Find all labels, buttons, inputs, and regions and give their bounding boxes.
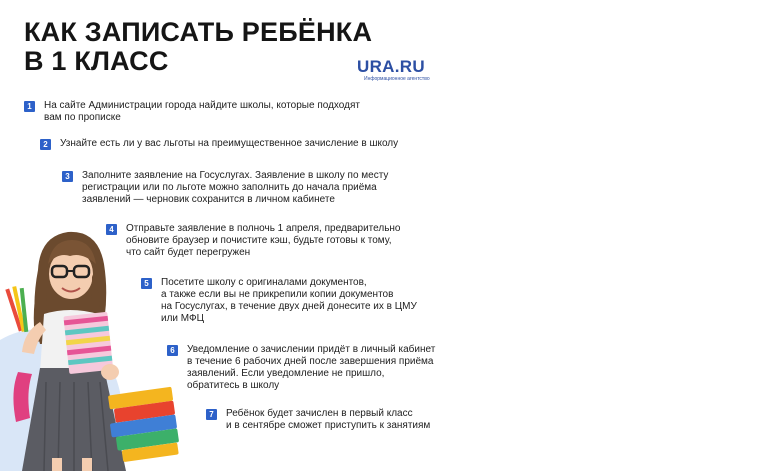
step-text: Ребёнок будет зачислен в первый класс и в сентябре сможет приступить к занятиям <box>226 408 431 431</box>
step-7 <box>206 408 430 432</box>
step-number-badge: 4 <box>106 224 117 235</box>
step-text: Заполните заявление на Госуслугах. Заявление в школу по месту регистрации или по льготе можно заполнить до начала приёма заявлений — черновик сохранится в личном кабинете <box>82 170 389 205</box>
step-number-badge: 7 <box>206 409 217 420</box>
step-6 <box>167 344 435 392</box>
step-3 <box>62 170 388 206</box>
step-text: Узнайте есть ли у вас льготы на преимущественное зачисление в школу <box>60 138 399 149</box>
page-title <box>24 18 372 76</box>
title-line-1: КАК ЗАПИСАТЬ РЕБЁНКА <box>24 17 373 47</box>
step-1 <box>24 100 360 124</box>
ura-logo <box>357 58 430 82</box>
step-text: На сайте Администрации города найдите школы, которые подходят вам по прописке <box>44 100 360 123</box>
step-number-badge: 3 <box>62 171 73 182</box>
title-line-2: В 1 КЛАСС <box>24 46 169 76</box>
step-number-badge: 1 <box>24 101 35 112</box>
step-text: Посетите школу с оригиналами документов, а также если вы не прикрепили копии документов на Госуслугах, в течение двух дней донесите их в ЦМУ или МФЦ <box>161 277 417 324</box>
step-number-badge: 5 <box>141 278 152 289</box>
step-2 <box>40 138 398 150</box>
step-number-badge: 2 <box>40 139 51 150</box>
step-text: Отправьте заявление в полночь 1 апреля, предварительно обновите браузер и почистите кэш, будьте готовы к тому, что сайт будет перегружен <box>126 223 401 258</box>
schoolgirl-illustration <box>0 222 190 471</box>
step-number-badge: 6 <box>167 345 178 356</box>
logo-name: URA.RU <box>357 57 425 76</box>
logo-tagline: Информационное агентство <box>364 76 430 82</box>
step-text: Уведомление о зачислении придёт в личный кабинет в течение 6 рабочих дней после завершения приёма заявлений. Если уведомление не пришло, обратитесь в школу <box>187 344 436 391</box>
